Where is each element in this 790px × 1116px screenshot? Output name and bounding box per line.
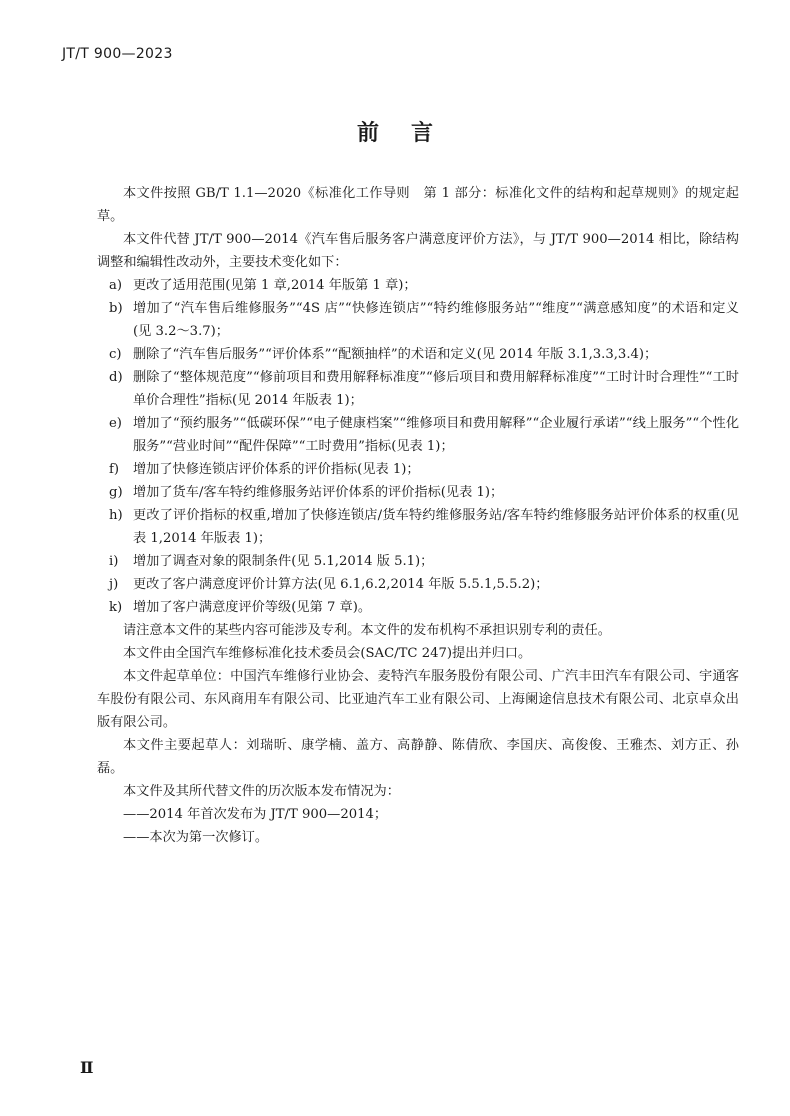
history-intro: 本文件及其所代替文件的历次版本发布情况为：: [123, 784, 400, 799]
proposer-statement: 本文件由全国汽车维修标准化技术委员会(SAC/TC 247)提出并归口。: [123, 646, 532, 661]
list-marker: a): [109, 278, 123, 293]
list-item-text: 更改了客户满意度评价计算方法(见 6.1,6.2,2014 年版 5.5.1,5.5.2)；: [133, 577, 549, 592]
list-marker: f): [109, 462, 120, 477]
list-item: [97, 297, 739, 343]
list-marker: e): [109, 416, 122, 431]
list-marker: j): [109, 577, 119, 592]
paragraph: 本文件代替 JT/T 900—2014《汽车售后服务客户满意度评价方法》，与 JT/T 900—2014 相比，除结构调整和编辑性改动外，主要技术变化如下：: [97, 232, 739, 270]
patent-notice: 请注意本文件的某些内容可能涉及专利。本文件的发布机构不承担识别专利的责任。: [123, 623, 611, 638]
list-item: [97, 458, 739, 481]
history-item: ——2014 年首次发布为 JT/T 900—2014；: [123, 807, 388, 822]
drafting-organizations: 本文件起草单位：中国汽车维修行业协会、麦特汽车服务股份有限公司、广汽丰田汽车有限公司、宇通客车股份有限公司、东风商用车有限公司、比亚迪汽车工业有限公司、上海阑途信息技术有限公司、北京卓众出版有限公司。: [97, 669, 739, 730]
list-item: [97, 504, 739, 550]
list-item-text: 增加了快修连锁店评价体系的评价指标(见表 1)；: [133, 462, 420, 477]
list-item-text: 删除了“汽车售后服务”“评价体系”“配额抽样”的术语和定义(见 2014 年版 3.1,3.3,3.4)；: [133, 347, 658, 362]
list-item-text: 更改了评价指标的权重,增加了快修连锁店/货车特约维修服务站/客车特约维修服务站评价体系的权重(见表 1,2014 年版表 1)；: [133, 508, 739, 546]
list-item-text: 增加了“预约服务”“低碳环保”“电子健康档案”“维修项目和费用解释”“企业履行承诺”“线上服务”“个性化服务”“营业时间”“配件保障”“工时费用”指标(见表 1)；: [133, 416, 739, 454]
list-marker: h): [109, 508, 123, 523]
list-item-text: 增加了“汽车售后维修服务”“4S 店”“快修连锁店”“特约维修服务站”“维度”“满意感知度”的术语和定义(见 3.2～3.7)；: [133, 301, 739, 339]
list-marker: d): [109, 370, 123, 385]
list-marker: g): [109, 485, 123, 500]
list-marker: i): [109, 554, 119, 569]
list-marker: k): [109, 600, 123, 615]
list-item: [97, 412, 739, 458]
drafters: 本文件主要起草人：刘瑞昕、康学楠、盖方、高静静、陈倩欣、李国庆、高俊俊、王雅杰、刘方正、孙磊。: [97, 738, 739, 776]
list-item: [97, 573, 739, 596]
list-item-text: 增加了客户满意度评价等级(见第 7 章)。: [133, 600, 372, 615]
paragraph: 本文件按照 GB/T 1.1—2020《标准化工作导则 第 1 部分：标准化文件的结构和起草规则》的规定起草。: [97, 186, 739, 224]
list-marker: c): [109, 347, 122, 362]
list-marker: b): [109, 301, 123, 316]
list-item-text: 增加了货车/客车特约维修服务站评价体系的评价指标(见表 1)；: [133, 485, 504, 500]
list-item: [97, 596, 739, 619]
list-item-text: 增加了调查对象的限制条件(见 5.1,2014 版 5.1)；: [133, 554, 434, 569]
list-item-text: 删除了“整体规范度”“修前项目和费用解释标准度”“修后项目和费用解释标准度”“工时计时合理性”“工时单价合理性”指标(见 2014 年版表 1)；: [133, 370, 739, 408]
list-item-text: 更改了适用范围(见第 1 章,2014 年版第 1 章)；: [133, 278, 417, 293]
page-number: Ⅱ: [80, 1058, 94, 1077]
list-item: [97, 366, 739, 412]
list-item: [97, 550, 739, 573]
list-item: [97, 274, 739, 297]
page-title: 前言: [356, 121, 465, 146]
document-code: JT/T 900—2023: [62, 46, 173, 62]
list-item: [97, 343, 739, 366]
list-item: [97, 481, 739, 504]
foreword-body: [97, 182, 739, 849]
history-item: ——本次为第一次修订。: [123, 830, 269, 845]
changes-list: [97, 274, 739, 619]
